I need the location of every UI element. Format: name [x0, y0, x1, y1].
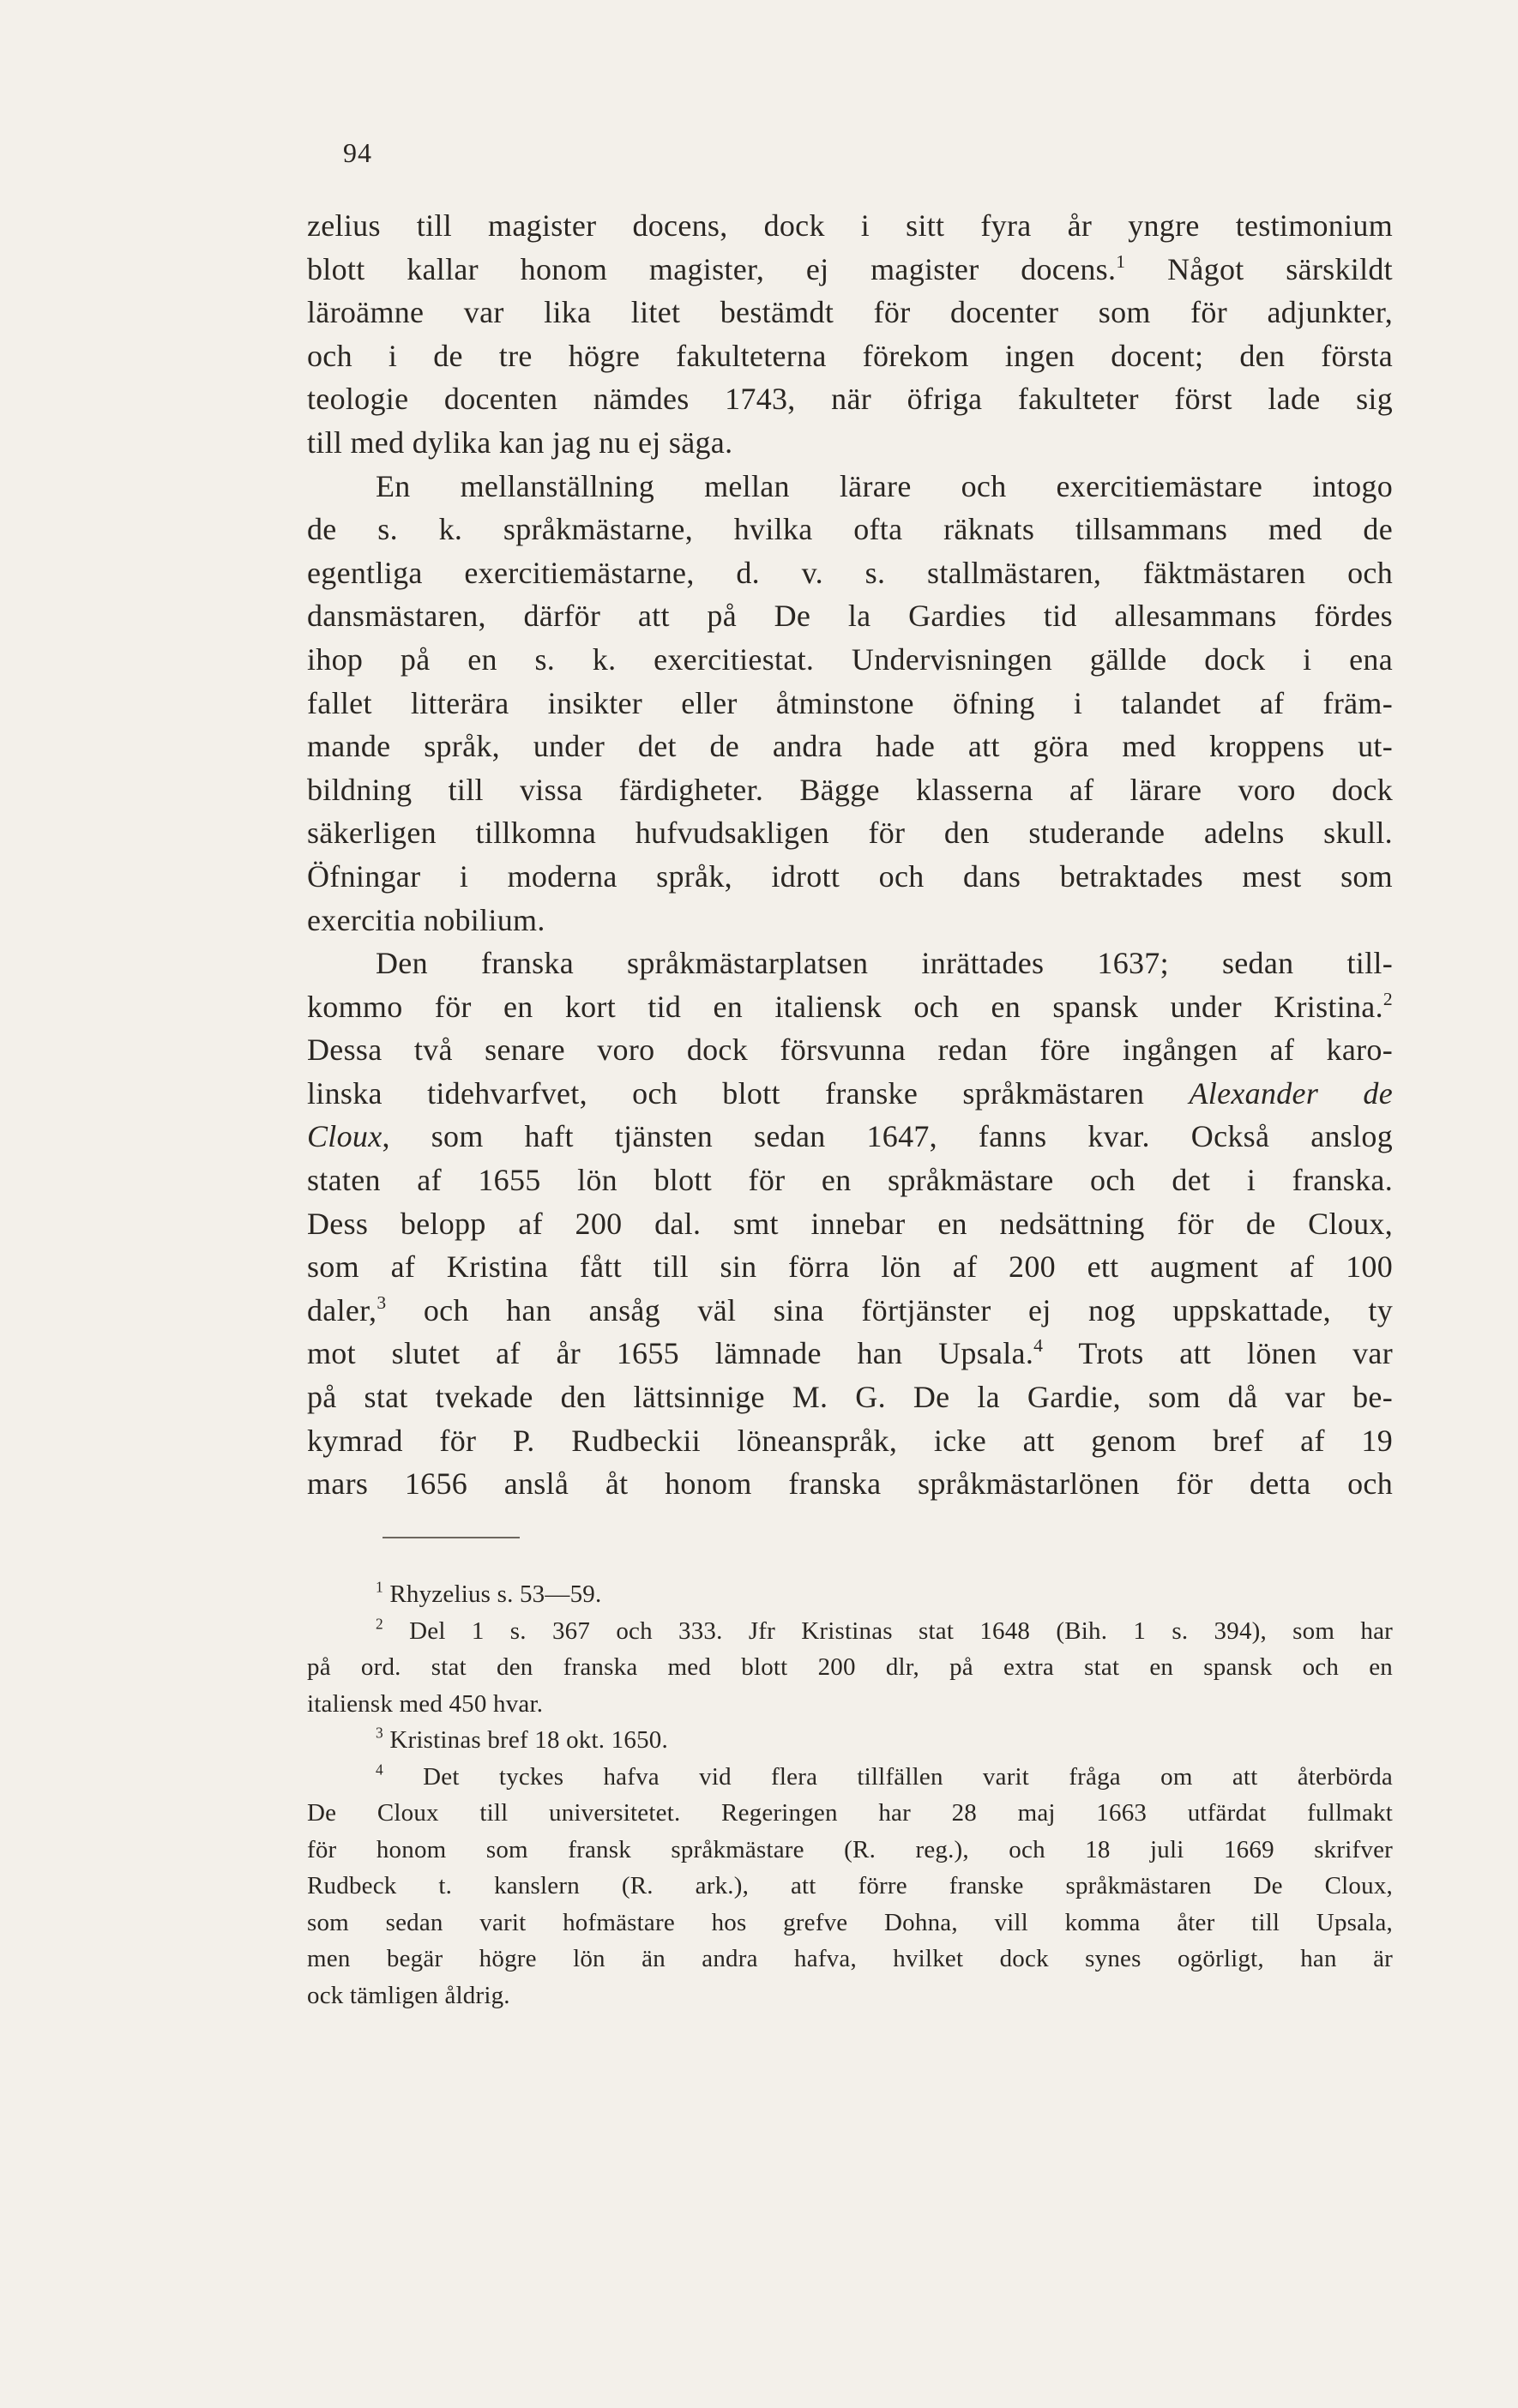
text-run: De Cloux till universitetet. Regeringen har 28 maj 1663 utfärdat fullmakt	[307, 1799, 1393, 1827]
body-line	[307, 682, 1393, 725]
text-run: Dessa två senare voro dock försvunna redan före ingången af karo-	[307, 1032, 1393, 1068]
text-run: kommo för en kort tid en italiensk och en spansk under Kristina.	[307, 989, 1383, 1024]
text-run: Trots att lönen var	[1043, 1336, 1393, 1371]
text-run: Den franska språkmästarplatsen inrättades 1637; sedan till-	[376, 946, 1393, 981]
body-line	[307, 1419, 1393, 1463]
text-run: bildning till vissa färdigheter. Bägge klasserna af lärare voro dock	[307, 772, 1393, 807]
text-run: Rudbeck t. kanslern (R. ark.), att förre franske språkmästaren De Cloux,	[307, 1872, 1393, 1899]
text-run: men begär högre lön än andra hafva, hvilket dock synes ogörligt, han är	[307, 1945, 1393, 1972]
text-run: till med dylika kan jag nu ej säga.	[307, 424, 733, 460]
footnote-line	[307, 1868, 1393, 1905]
text-run: och i de tre högre fakulteterna förekom ingen docent; den första	[307, 338, 1393, 373]
text-run: daler,	[307, 1292, 377, 1327]
body-line	[307, 377, 1393, 421]
body-line	[307, 248, 1393, 292]
text-run: läroämne var lika litet bestämdt för docenter som för adjunkter,	[307, 295, 1393, 330]
text-run: teologie docenten nämdes 1743, när öfriga fakulteter först lade sig	[307, 382, 1393, 417]
footnote-line	[307, 1649, 1393, 1686]
footnote-line	[307, 1905, 1393, 1941]
body-line	[307, 465, 1393, 509]
text-run: Rhyzelius s. 53—59.	[383, 1580, 602, 1608]
text-run: Dess belopp af 200 dal. smt innebar en nedsättning för de Cloux,	[307, 1206, 1393, 1241]
footnote-line	[307, 1576, 1393, 1613]
text-run: för honom som fransk språkmästare (R. reg.), och 18 juli 1669 skrifver	[307, 1835, 1393, 1863]
footnotes	[307, 1576, 1393, 2014]
footnote-line	[307, 1832, 1393, 1869]
text-run: Del 1 s. 367 och 333. Jfr Kristinas stat 1648 (Bih. 1 s. 394), som har	[383, 1616, 1393, 1645]
text-run: Kristinas bref 18 okt. 1650.	[383, 1726, 668, 1754]
text-run: egentliga exercitiemästarne, d. v. s. stallmästaren, fäktmästaren och	[307, 555, 1393, 590]
footnote-marker: 4	[1033, 1335, 1044, 1357]
text-run: som af Kristina fått till sin förra lön af 200 ett augment af 100	[307, 1249, 1393, 1285]
body-line	[307, 811, 1393, 855]
text-run: på stat tvekade den lättsinnige M. G. De la Gardie, som då var be-	[307, 1380, 1393, 1415]
body-line	[307, 1202, 1393, 1246]
body-line	[307, 725, 1393, 768]
body-line	[307, 1245, 1393, 1289]
footnote-marker: 2	[376, 1615, 383, 1633]
body-line	[307, 594, 1393, 638]
body-line	[307, 508, 1393, 551]
body-line	[307, 1376, 1393, 1419]
body-line	[307, 768, 1393, 812]
body-line	[307, 1332, 1393, 1376]
body-line	[307, 1115, 1393, 1159]
body-line	[307, 638, 1393, 682]
text-run: Öfningar i moderna språk, idrott och dans betraktades mest som	[307, 858, 1393, 894]
text-run: blott kallar honom magister, ej magister docens.	[307, 251, 1117, 286]
text-run: säkerligen tillkomna hufvudsakligen för den studerande adelns skull.	[307, 816, 1393, 851]
footnote-marker: 2	[1382, 988, 1393, 1009]
body-line	[307, 899, 1393, 942]
text-run: linska tidehvarfvet, och blott franske språkmästaren	[307, 1075, 1190, 1111]
body-text	[307, 204, 1393, 1506]
page-number: 94	[343, 137, 372, 168]
text-run: kymrad för P. Rudbeckii löneanspråk, icke att genom bref af 19	[307, 1423, 1393, 1458]
text-run: Något särskildt	[1125, 251, 1393, 286]
body-line	[307, 204, 1393, 248]
body-line	[307, 1159, 1393, 1202]
text-run: staten af 1655 lön blott för en språkmästare och det i franska.	[307, 1163, 1393, 1198]
text-run: på ord. stat den franska med blott 200 dlr, på extra stat en spansk och en	[307, 1653, 1393, 1681]
footnote-line	[307, 1978, 1393, 2014]
italic-name: Cloux	[307, 1119, 383, 1154]
text-run: exercitia nobilium.	[307, 902, 545, 937]
body-line	[307, 1289, 1393, 1333]
text-run: som sedan varit hofmästare hos grefve Dohna, vill komma åter till Upsala,	[307, 1908, 1393, 1936]
body-line	[307, 855, 1393, 899]
text-run: och han ansåg väl sina förtjänster ej nog uppskattade, ty	[386, 1292, 1393, 1327]
footnote-line	[307, 1686, 1393, 1723]
text-run: ock tämligen åldrig.	[307, 1981, 510, 2009]
body-line	[307, 291, 1393, 334]
body-line	[307, 1462, 1393, 1506]
body-line	[307, 985, 1393, 1029]
text-run: dansmästaren, därför att på De la Gardies tid allesammans fördes	[307, 599, 1393, 634]
footnote-marker: 3	[376, 1291, 387, 1313]
footnote-marker: 4	[376, 1761, 383, 1779]
footnote-line	[307, 1795, 1393, 1832]
text-run: ihop på en s. k. exercitiestat. Undervisningen gällde dock i ena	[307, 641, 1393, 677]
text-run: zelius till magister docens, dock i sitt fyra år yngre testimonium	[307, 208, 1393, 243]
text-run: italiensk med 450 hvar.	[307, 1689, 544, 1718]
footnote-separator	[383, 1537, 520, 1538]
italic-name: Alexander de	[1189, 1075, 1393, 1111]
text-run: de s. k. språkmästarne, hvilka ofta räknats tillsammans med de	[307, 512, 1393, 547]
text-run: fallet litterära insikter eller åtminstone öfning i talandet af främ-	[307, 685, 1393, 720]
text-run: mars 1656 anslå åt honom franska språkmästarlönen för detta och	[307, 1466, 1393, 1502]
footnote-line	[307, 1941, 1393, 1978]
footnote-line	[307, 1759, 1393, 1796]
footnote-line	[307, 1722, 1393, 1759]
footnote-line	[307, 1613, 1393, 1650]
text-run: En mellanställning mellan lärare och exercitiemästare intogo	[376, 468, 1393, 503]
text-run: mot slutet af år 1655 lämnade han Upsala.	[307, 1336, 1034, 1371]
body-line	[307, 942, 1393, 985]
body-line	[307, 551, 1393, 595]
footnote-marker: 3	[376, 1724, 383, 1742]
text-run: , som haft tjänsten sedan 1647, fanns kvar. Också anslog	[382, 1119, 1393, 1154]
text-run: mande språk, under det de andra hade att göra med kroppens ut-	[307, 729, 1393, 764]
footnote-marker: 1	[1116, 250, 1126, 272]
body-line	[307, 334, 1393, 378]
text-run: Det tyckes hafva vid flera tillfällen varit fråga om att återbörda	[383, 1762, 1393, 1791]
footnote-marker: 1	[376, 1578, 383, 1596]
body-line	[307, 1072, 1393, 1116]
body-line	[307, 1028, 1393, 1072]
body-line	[307, 421, 1393, 465]
